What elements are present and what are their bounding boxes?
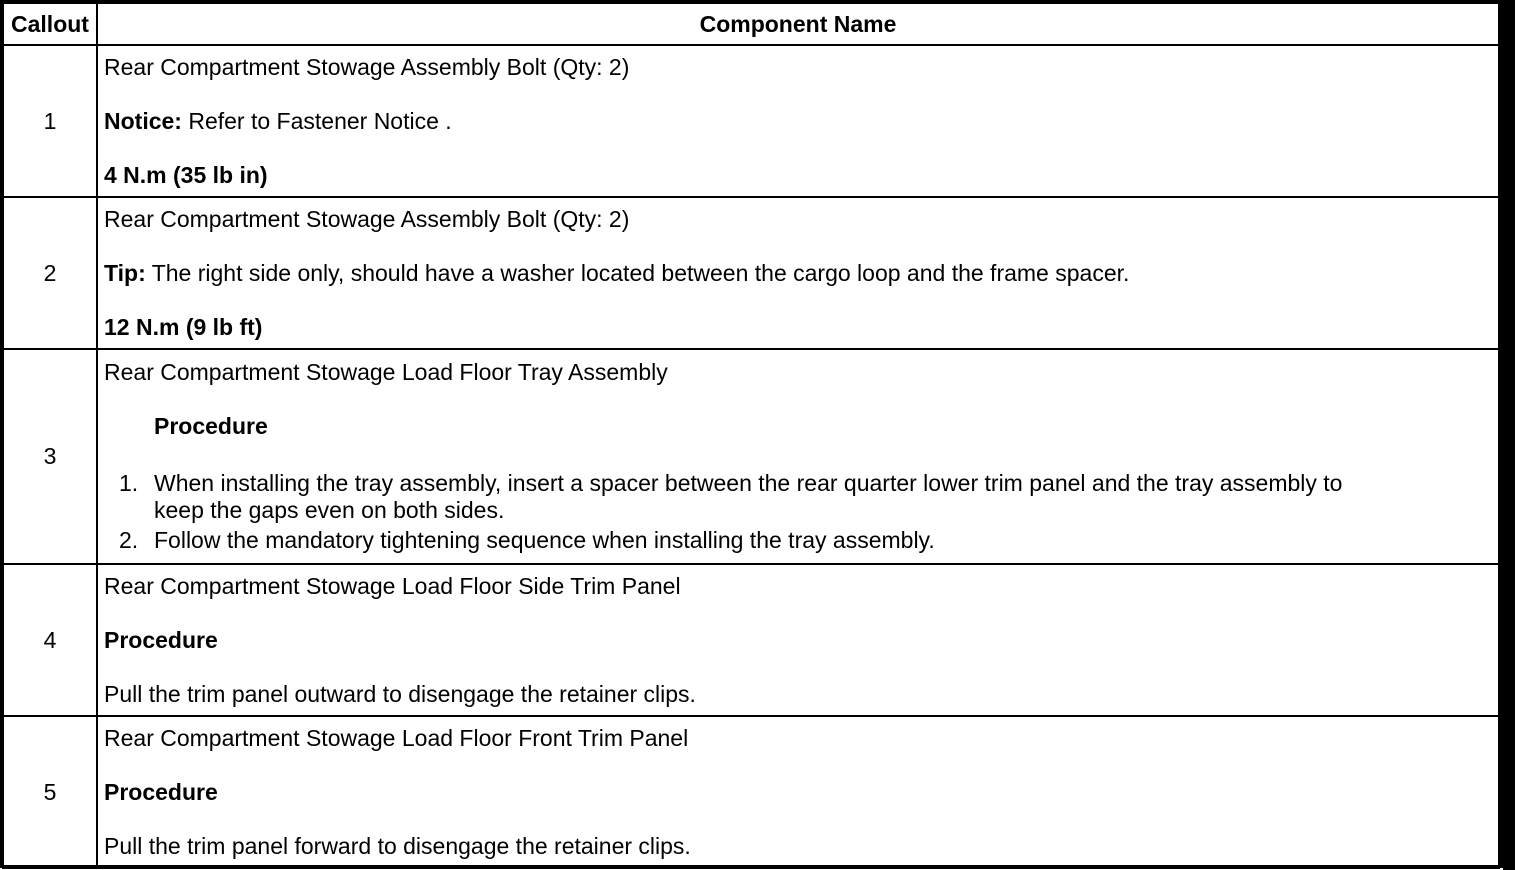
component-title: Rear Compartment Stowage Load Floor Front Trim Panel bbox=[104, 724, 689, 751]
table-row bbox=[3, 45, 1499, 197]
callout-number: 5 bbox=[3, 716, 97, 868]
procedure-text: Pull the trim panel outward to disengage the retainer clips. bbox=[104, 680, 696, 707]
table-row bbox=[3, 716, 1499, 868]
step-text: Follow the mandatory tightening sequence when installing the tray assembly. bbox=[154, 527, 935, 553]
component-title: Rear Compartment Stowage Load Floor Side Trim Panel bbox=[104, 572, 681, 599]
notice-label: Notice: bbox=[104, 107, 182, 134]
procedure-step bbox=[104, 527, 1492, 554]
tip-line bbox=[104, 260, 1492, 287]
component-title: Rear Compartment Stowage Assembly Bolt (Qty: 2) bbox=[104, 53, 630, 80]
procedure-steps bbox=[104, 470, 1492, 554]
procedure-heading: Procedure bbox=[104, 626, 218, 653]
callout-number: 3 bbox=[3, 349, 97, 564]
component-cell bbox=[97, 197, 1499, 349]
callout-header: Callout bbox=[3, 3, 97, 45]
right-border-bar bbox=[1503, 0, 1515, 870]
component-title: Rear Compartment Stowage Load Floor Tray Assembly bbox=[104, 359, 668, 385]
procedure-text: Pull the trim panel forward to disengage the retainer clips. bbox=[104, 832, 691, 859]
step-number: 2. bbox=[119, 527, 139, 553]
component-title: Rear Compartment Stowage Assembly Bolt (Qty: 2) bbox=[104, 205, 630, 232]
torque-spec: 12 N.m (9 lb ft) bbox=[104, 313, 263, 340]
table-row bbox=[3, 564, 1499, 716]
tip-text: The right side only, should have a washer located between the cargo loop and the frame spacer. bbox=[145, 259, 1130, 286]
component-cell bbox=[97, 716, 1499, 868]
notice-text: Refer to Fastener Notice . bbox=[181, 107, 452, 134]
procedure-heading: Procedure bbox=[154, 413, 268, 439]
component-cell bbox=[97, 349, 1499, 564]
component-table-grid bbox=[2, 2, 1500, 869]
notice-line bbox=[104, 108, 1492, 135]
procedure-heading: Procedure bbox=[104, 778, 218, 805]
step-number: 1. bbox=[119, 470, 139, 496]
callout-number: 1 bbox=[3, 45, 97, 197]
table-row bbox=[3, 349, 1499, 564]
callout-number: 4 bbox=[3, 564, 97, 716]
component-cell bbox=[97, 45, 1499, 197]
callout-number: 2 bbox=[3, 197, 97, 349]
step-text-continued: keep the gaps even on both sides. bbox=[154, 497, 505, 523]
component-name-header: Component Name bbox=[97, 3, 1499, 45]
procedure-step bbox=[104, 470, 1492, 524]
tip-label: Tip: bbox=[104, 259, 146, 286]
table-row bbox=[3, 197, 1499, 349]
component-cell bbox=[97, 564, 1499, 716]
table-header-row bbox=[3, 3, 1499, 45]
torque-spec: 4 N.m (35 lb in) bbox=[104, 161, 268, 188]
step-text: When installing the tray assembly, insert a spacer between the rear quarter lower trim panel and the tray assembly to bbox=[154, 470, 1343, 496]
